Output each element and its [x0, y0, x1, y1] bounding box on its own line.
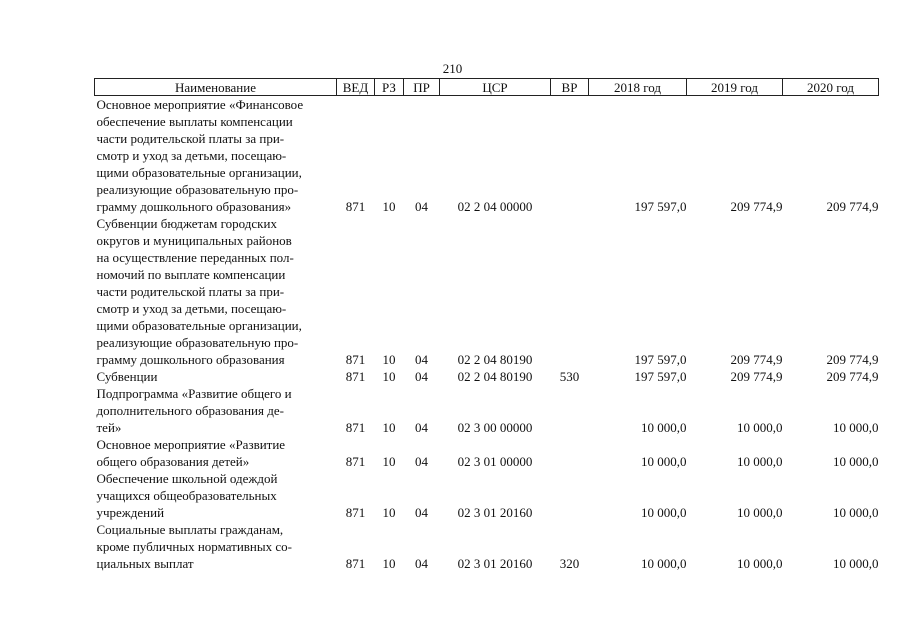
row-name-line: обеспечение выплаты компенсации — [96, 114, 293, 129]
pr-cell: 04 — [415, 352, 428, 367]
row-name-line: дополнительного образования де- — [96, 403, 284, 418]
amount-2019: 10 000,0 — [737, 420, 783, 435]
row-name-line: учреждений — [96, 505, 165, 520]
row-name — [95, 521, 337, 572]
vr-cell: 320 — [559, 556, 580, 571]
row-name-line: циальных выплат — [96, 556, 194, 571]
row-name-line: щими образовательные организации, — [96, 318, 302, 333]
row-name — [95, 215, 337, 368]
amount-2018: 197 597,0 — [634, 352, 687, 367]
amount-2019: 209 774,9 — [730, 352, 783, 367]
amount-2018: 10 000,0 — [641, 556, 687, 571]
row-name-line: Социальные выплаты гражданам, — [96, 522, 284, 537]
rz-cell: 10 — [382, 199, 396, 214]
pr-cell: 04 — [415, 454, 428, 469]
header-2019: 2019 год — [687, 79, 783, 96]
rz-cell: 10 — [382, 352, 396, 367]
row-name — [95, 436, 337, 470]
amount-2018: 10 000,0 — [641, 454, 687, 469]
amount-2020: 209 774,9 — [826, 369, 879, 384]
table-row — [95, 368, 879, 385]
row-name-line: реализующие образовательную про- — [96, 335, 299, 350]
header-csr: ЦСР — [440, 79, 551, 96]
csr-cell: 02 3 00 00000 — [457, 420, 533, 435]
row-name-line: кроме публичных нормативных со- — [96, 539, 292, 554]
row-name-line: грамму дошкольного образования» — [96, 199, 292, 214]
vr-cell — [551, 385, 589, 436]
amount-2019: 209 774,9 — [730, 199, 783, 214]
header-2018: 2018 год — [589, 79, 687, 96]
vr-cell — [551, 215, 589, 368]
vr-cell — [551, 470, 589, 521]
row-name-line: части родительской платы за при- — [96, 284, 285, 299]
rz-cell: 10 — [382, 505, 396, 520]
amount-2020: 209 774,9 — [826, 352, 879, 367]
amount-2018: 10 000,0 — [641, 505, 687, 520]
table-row — [95, 521, 879, 572]
amount-2019: 10 000,0 — [737, 505, 783, 520]
table-row — [95, 385, 879, 436]
rz-cell: 10 — [382, 420, 396, 435]
header-rz: РЗ — [375, 79, 404, 96]
header-ved: ВЕД — [337, 79, 375, 96]
row-name-line: Основное мероприятие «Финансовое — [96, 97, 304, 112]
ved-cell: 871 — [345, 199, 366, 214]
pr-cell: 04 — [415, 505, 428, 520]
pr-cell: 04 — [415, 369, 428, 384]
table-header — [95, 79, 879, 96]
amount-2018: 197 597,0 — [634, 369, 687, 384]
amount-2020: 10 000,0 — [833, 454, 879, 469]
row-name-line: Подпрограмма «Развитие общего и — [96, 386, 292, 401]
row-name-line: учащихся общеобразовательных — [96, 488, 277, 503]
header-name: Наименование — [95, 79, 337, 96]
ved-cell: 871 — [345, 556, 366, 571]
rz-cell: 10 — [382, 454, 396, 469]
table-row — [95, 96, 879, 216]
row-name-line: Обеспечение школьной одеждой — [96, 471, 278, 486]
rz-cell: 10 — [382, 369, 396, 384]
table-row — [95, 436, 879, 470]
row-name-line: части родительской платы за при- — [96, 131, 285, 146]
table-row — [95, 215, 879, 368]
rz-cell: 10 — [382, 556, 396, 571]
row-name-line: Субвенции бюджетам городских — [96, 216, 277, 231]
header-vr: ВР — [551, 79, 589, 96]
amount-2020: 10 000,0 — [833, 420, 879, 435]
ved-cell: 871 — [345, 352, 366, 367]
table-row — [95, 470, 879, 521]
table-body — [95, 96, 879, 573]
amount-2019: 10 000,0 — [737, 454, 783, 469]
csr-cell: 02 2 04 80190 — [457, 369, 533, 384]
row-name-line: Субвенции — [96, 369, 158, 384]
amount-2019: 10 000,0 — [737, 556, 783, 571]
amount-2018: 10 000,0 — [641, 420, 687, 435]
pr-cell: 04 — [415, 556, 428, 571]
ved-cell: 871 — [345, 454, 366, 469]
vr-cell: 530 — [559, 369, 580, 384]
amount-2020: 209 774,9 — [826, 199, 879, 214]
row-name — [95, 96, 337, 216]
row-name-line: тей» — [96, 420, 122, 435]
header-pr: ПР — [404, 79, 440, 96]
ved-cell: 871 — [345, 420, 366, 435]
page-number: 210 — [442, 61, 463, 76]
amount-2020: 10 000,0 — [833, 556, 879, 571]
row-name — [95, 368, 337, 385]
row-name-line: на осуществление переданных пол- — [96, 250, 294, 265]
amount-2018: 197 597,0 — [634, 199, 687, 214]
csr-cell: 02 2 04 00000 — [457, 199, 533, 214]
csr-cell: 02 2 04 80190 — [457, 352, 533, 367]
ved-cell: 871 — [345, 505, 366, 520]
budget-table — [94, 78, 879, 572]
row-name-line: округов и муниципальных районов — [96, 233, 292, 248]
pr-cell: 04 — [415, 199, 428, 214]
amount-2019: 209 774,9 — [730, 369, 783, 384]
csr-cell: 02 3 01 20160 — [457, 505, 533, 520]
ved-cell: 871 — [345, 369, 366, 384]
row-name-line: реализующие образовательную про- — [96, 182, 299, 197]
row-name-line: щими образовательные организации, — [96, 165, 302, 180]
csr-cell: 02 3 01 00000 — [457, 454, 533, 469]
row-name-line: смотр и уход за детьми, посещаю- — [96, 301, 287, 316]
header-2020: 2020 год — [783, 79, 879, 96]
row-name — [95, 470, 337, 521]
csr-cell: 02 3 01 20160 — [457, 556, 533, 571]
row-name-line: общего образования детей» — [96, 454, 250, 469]
vr-cell — [551, 96, 589, 216]
vr-cell — [551, 436, 589, 470]
row-name-line: номочий по выплате компенсации — [96, 267, 286, 282]
pr-cell: 04 — [415, 420, 428, 435]
row-name-line: грамму дошкольного образования — [96, 352, 285, 367]
amount-2020: 10 000,0 — [833, 505, 879, 520]
row-name-line: Основное мероприятие «Развитие — [96, 437, 286, 452]
row-name-line: смотр и уход за детьми, посещаю- — [96, 148, 287, 163]
row-name — [95, 385, 337, 436]
